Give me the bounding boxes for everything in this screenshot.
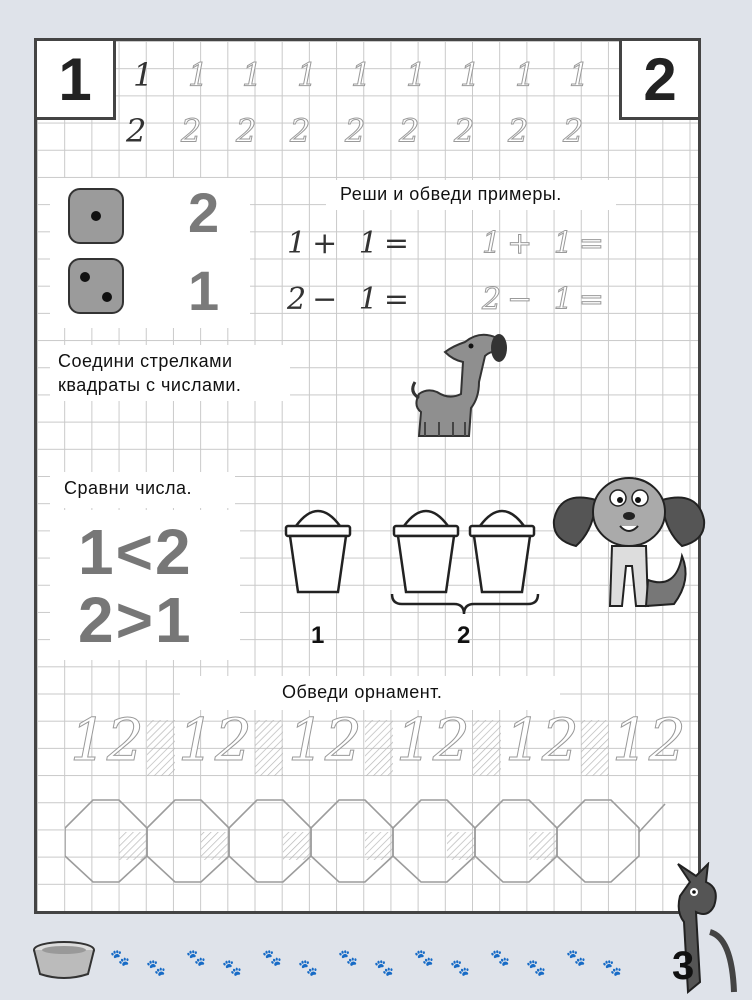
math-example: 1+ 1=	[287, 226, 415, 261]
paw-print-icon: 🐾	[338, 948, 358, 967]
trace-digit: 1	[188, 56, 209, 94]
compare-line-1: 1<2	[78, 516, 193, 588]
dice-instruction-line2: квадраты с числами.	[58, 375, 242, 395]
trace-digit: 2	[236, 112, 257, 150]
paw-print-icon: 🐾	[526, 958, 546, 977]
trace-digit: 2	[454, 112, 475, 150]
dice-instruction-line1: Соедини стрелками	[58, 351, 233, 371]
bucket-label-2: 2	[457, 622, 471, 649]
paw-print-icon: 🐾	[262, 948, 282, 967]
dice-number-2: 2	[188, 181, 220, 244]
paw-print-icon: 🐾	[414, 948, 434, 967]
math-instruction: Реши и обведи примеры.	[326, 180, 616, 210]
paw-print-icon: 🐾	[110, 948, 130, 967]
trace-digit: 2	[290, 112, 311, 150]
dice-number-1: 1	[188, 259, 220, 322]
math-example-trace: 1+ 1=	[482, 226, 610, 261]
dice-instruction	[50, 345, 290, 401]
paw-print-icon: 🐾	[222, 958, 242, 977]
paw-print-icon: 🐾	[490, 948, 510, 967]
trace-digit: 1	[515, 56, 536, 94]
paw-print-icon: 🐾	[146, 958, 166, 977]
trace-digit: 2	[126, 112, 147, 150]
trace-digit: 1	[569, 56, 590, 94]
dog-small-illustration	[405, 322, 515, 442]
ornament-digits: 12	[396, 706, 470, 774]
ornament-digits: 12	[288, 706, 362, 774]
ornament-digits: 12	[612, 706, 686, 774]
ornament-digits: 12	[178, 706, 252, 774]
trace-digit: 2	[345, 112, 366, 150]
compare-line-2: 2>1	[78, 584, 193, 656]
ornament-instruction: Обведи орнамент.	[180, 676, 560, 710]
paw-print-icon: 🐾	[566, 948, 586, 967]
trace-digit: 1	[297, 56, 318, 94]
ornament-digits: 12	[70, 706, 144, 774]
paw-print-icon: 🐾	[298, 958, 318, 977]
die-pip	[102, 292, 112, 302]
trace-digit: 1	[406, 56, 427, 94]
math-example-trace: 2− 1=	[482, 282, 610, 317]
corner-number-1: 1	[34, 38, 116, 120]
paw-print-icon: 🐾	[450, 958, 470, 977]
paw-print-icon: 🐾	[374, 958, 394, 977]
bucket-label-1: 1	[311, 622, 325, 649]
trace-digit: 1	[460, 56, 481, 94]
corner-number-2: 2	[619, 38, 701, 120]
ornament-digits: 12	[505, 706, 579, 774]
die-one	[68, 188, 124, 244]
ornament-pattern	[65, 716, 671, 884]
trace-digit: 1	[351, 56, 372, 94]
dog-large-illustration	[550, 470, 710, 620]
trace-digit: 2	[399, 112, 420, 150]
die-pip	[80, 272, 90, 282]
trace-digit: 1	[133, 56, 154, 94]
trace-digit: 2	[181, 112, 202, 150]
math-example: 2− 1=	[287, 282, 415, 317]
dog-bowl-icon	[32, 940, 96, 980]
die-pip	[91, 211, 101, 221]
paw-print-icon: 🐾	[186, 948, 206, 967]
buckets-illustration	[278, 496, 548, 626]
trace-digit: 1	[242, 56, 263, 94]
compare-instruction: Сравни числа.	[50, 472, 235, 508]
paw-print-icon: 🐾	[602, 958, 622, 977]
trace-digit: 2	[563, 112, 584, 150]
page-number: 3	[672, 944, 695, 988]
die-two	[68, 258, 124, 314]
trace-digit: 2	[508, 112, 529, 150]
